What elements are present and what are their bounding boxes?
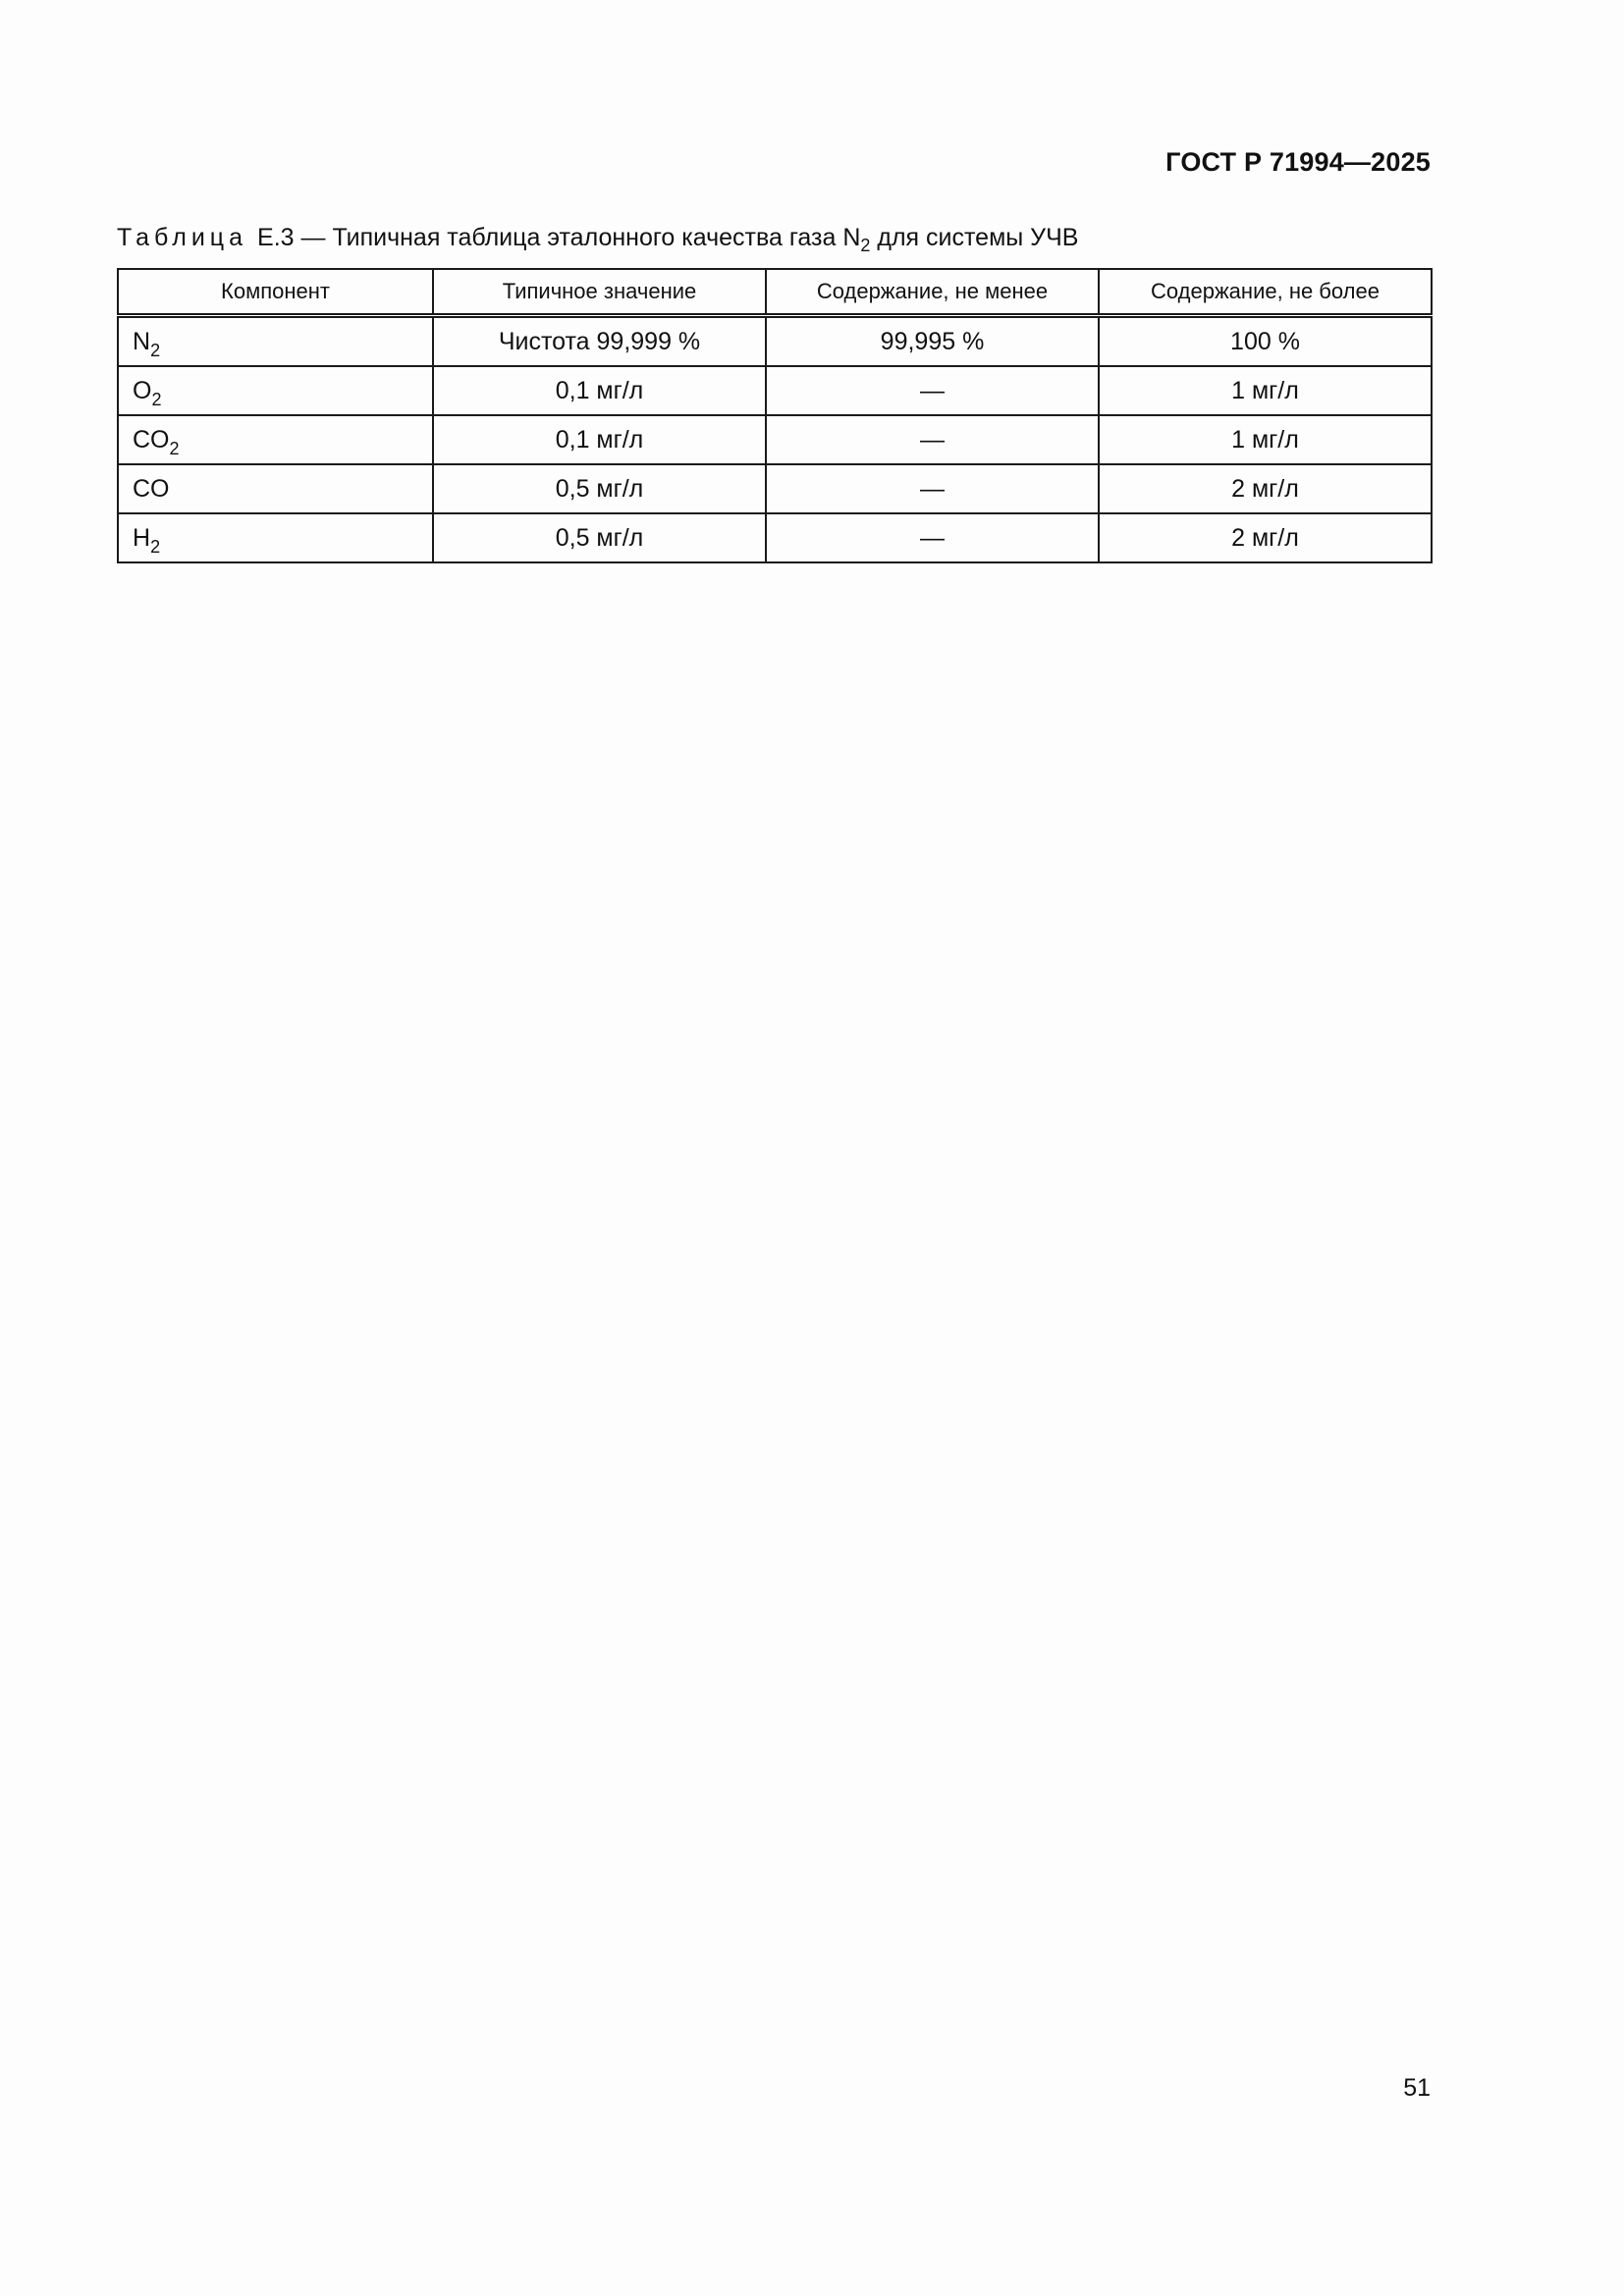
typical-value-cell: 0,1 мг/л bbox=[433, 366, 766, 415]
document-code: ГОСТ Р 71994—2025 bbox=[1165, 147, 1431, 177]
component-cell bbox=[118, 464, 433, 513]
typical-value-cell: Чистота 99,999 % bbox=[433, 316, 766, 367]
typical-value-cell: 0,1 мг/л bbox=[433, 415, 766, 464]
component-subscript: 2 bbox=[151, 389, 162, 409]
table-row bbox=[118, 366, 1432, 415]
column-header-min: Содержание, не менее bbox=[766, 269, 1099, 316]
table-row bbox=[118, 464, 1432, 513]
component-cell bbox=[118, 513, 433, 562]
min-content-cell: — bbox=[766, 513, 1099, 562]
page-number: 51 bbox=[1403, 2074, 1431, 2102]
max-content-cell: 100 % bbox=[1099, 316, 1432, 367]
gas-quality-table bbox=[117, 268, 1433, 563]
table-caption-text-end: для системы УЧВ bbox=[870, 224, 1079, 251]
table-caption-subscript: 2 bbox=[860, 236, 871, 255]
max-content-cell: 1 мг/л bbox=[1099, 366, 1432, 415]
table-caption-text: Е.3 — Типичная таблица эталонного качества газа N bbox=[257, 224, 861, 251]
table-caption bbox=[117, 224, 1079, 255]
component-subscript: 2 bbox=[169, 438, 180, 458]
min-content-cell: 99,995 % bbox=[766, 316, 1099, 367]
table-header-row bbox=[118, 269, 1432, 316]
component-formula: H bbox=[133, 523, 151, 552]
column-header-max: Содержание, не более bbox=[1099, 269, 1432, 316]
component-formula: CO bbox=[133, 425, 170, 454]
table-row bbox=[118, 513, 1432, 562]
max-content-cell: 2 мг/л bbox=[1099, 464, 1432, 513]
column-header-typical: Типичное значение bbox=[433, 269, 766, 316]
table-caption-label: Таблица bbox=[117, 224, 248, 251]
component-cell bbox=[118, 415, 433, 464]
table-row bbox=[118, 316, 1432, 367]
column-header-component: Компонент bbox=[118, 269, 433, 316]
component-cell bbox=[118, 316, 433, 367]
table-row bbox=[118, 415, 1432, 464]
component-cell bbox=[118, 366, 433, 415]
component-formula: O bbox=[133, 376, 152, 404]
typical-value-cell: 0,5 мг/л bbox=[433, 513, 766, 562]
max-content-cell: 2 мг/л bbox=[1099, 513, 1432, 562]
component-subscript: 2 bbox=[150, 340, 161, 360]
typical-value-cell: 0,5 мг/л bbox=[433, 464, 766, 513]
min-content-cell: — bbox=[766, 366, 1099, 415]
min-content-cell: — bbox=[766, 415, 1099, 464]
max-content-cell: 1 мг/л bbox=[1099, 415, 1432, 464]
component-formula: N bbox=[133, 327, 151, 355]
min-content-cell: — bbox=[766, 464, 1099, 513]
component-subscript: 2 bbox=[150, 536, 161, 557]
component-formula: CO bbox=[133, 474, 170, 503]
